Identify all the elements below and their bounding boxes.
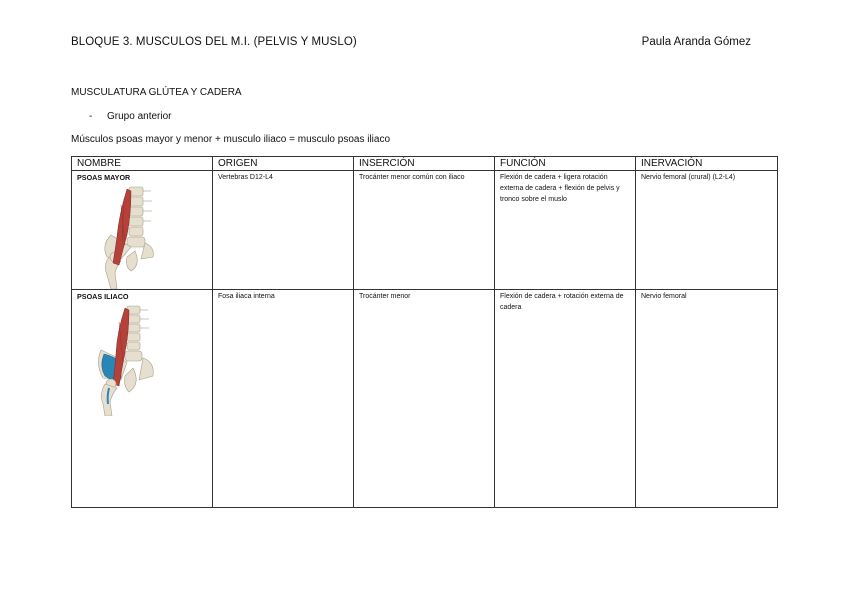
section-title: MUSCULATURA GLÚTEA Y CADERA: [71, 87, 242, 98]
cell-inervacion: Nervio femoral (crural) (L2-L4): [636, 171, 778, 290]
muscle-name: PSOAS MAYOR: [77, 173, 131, 182]
header-insercion: INSERCIÓN: [354, 157, 495, 171]
document-title: BLOQUE 3. MUSCULOS DEL M.I. (PELVIS Y MUSLO): [71, 36, 357, 48]
muscle-formula: Músculos psoas mayor y menor + musculo iliaco = musculo psoas iliaco: [71, 134, 391, 145]
cell-insercion: Trocánter menor: [354, 290, 495, 508]
table-row: [72, 171, 778, 290]
muscle-name: PSOAS ILIACO: [77, 292, 129, 301]
cell-funcion: Flexión de cadera + rotación externa de cadera: [495, 290, 636, 508]
cell-inervacion: Nervio femoral: [636, 290, 778, 508]
cell-insercion: Trocánter menor común con iliaco: [354, 171, 495, 290]
header-origen: ORIGEN: [213, 157, 354, 171]
author-name: Paula Aranda Gómez: [641, 36, 751, 48]
muscles-table: [71, 156, 778, 508]
psoas-major-anatomy-illustration: [91, 185, 161, 289]
cell-origen: Fosa iliaca interna: [213, 290, 354, 508]
cell-funcion: Flexión de cadera + ligera rotación externa de cadera + flexión de pelvis y tronco sobre el muslo: [495, 171, 636, 290]
table-row: [72, 290, 778, 508]
header-inervacion: INERVACIÓN: [636, 157, 778, 171]
bullet-text: Grupo anterior: [107, 111, 172, 122]
bullet-item: [89, 111, 171, 122]
cell-origen: Vertebras D12-L4: [213, 171, 354, 290]
cell-nombre: [72, 290, 213, 508]
header-nombre: NOMBRE: [72, 157, 213, 171]
iliopsoas-anatomy-illustration: [91, 304, 161, 416]
cell-nombre: [72, 171, 213, 290]
table-header-row: [72, 157, 778, 171]
header-funcion: FUNCIÓN: [495, 157, 636, 171]
bullet-marker: -: [89, 111, 93, 122]
